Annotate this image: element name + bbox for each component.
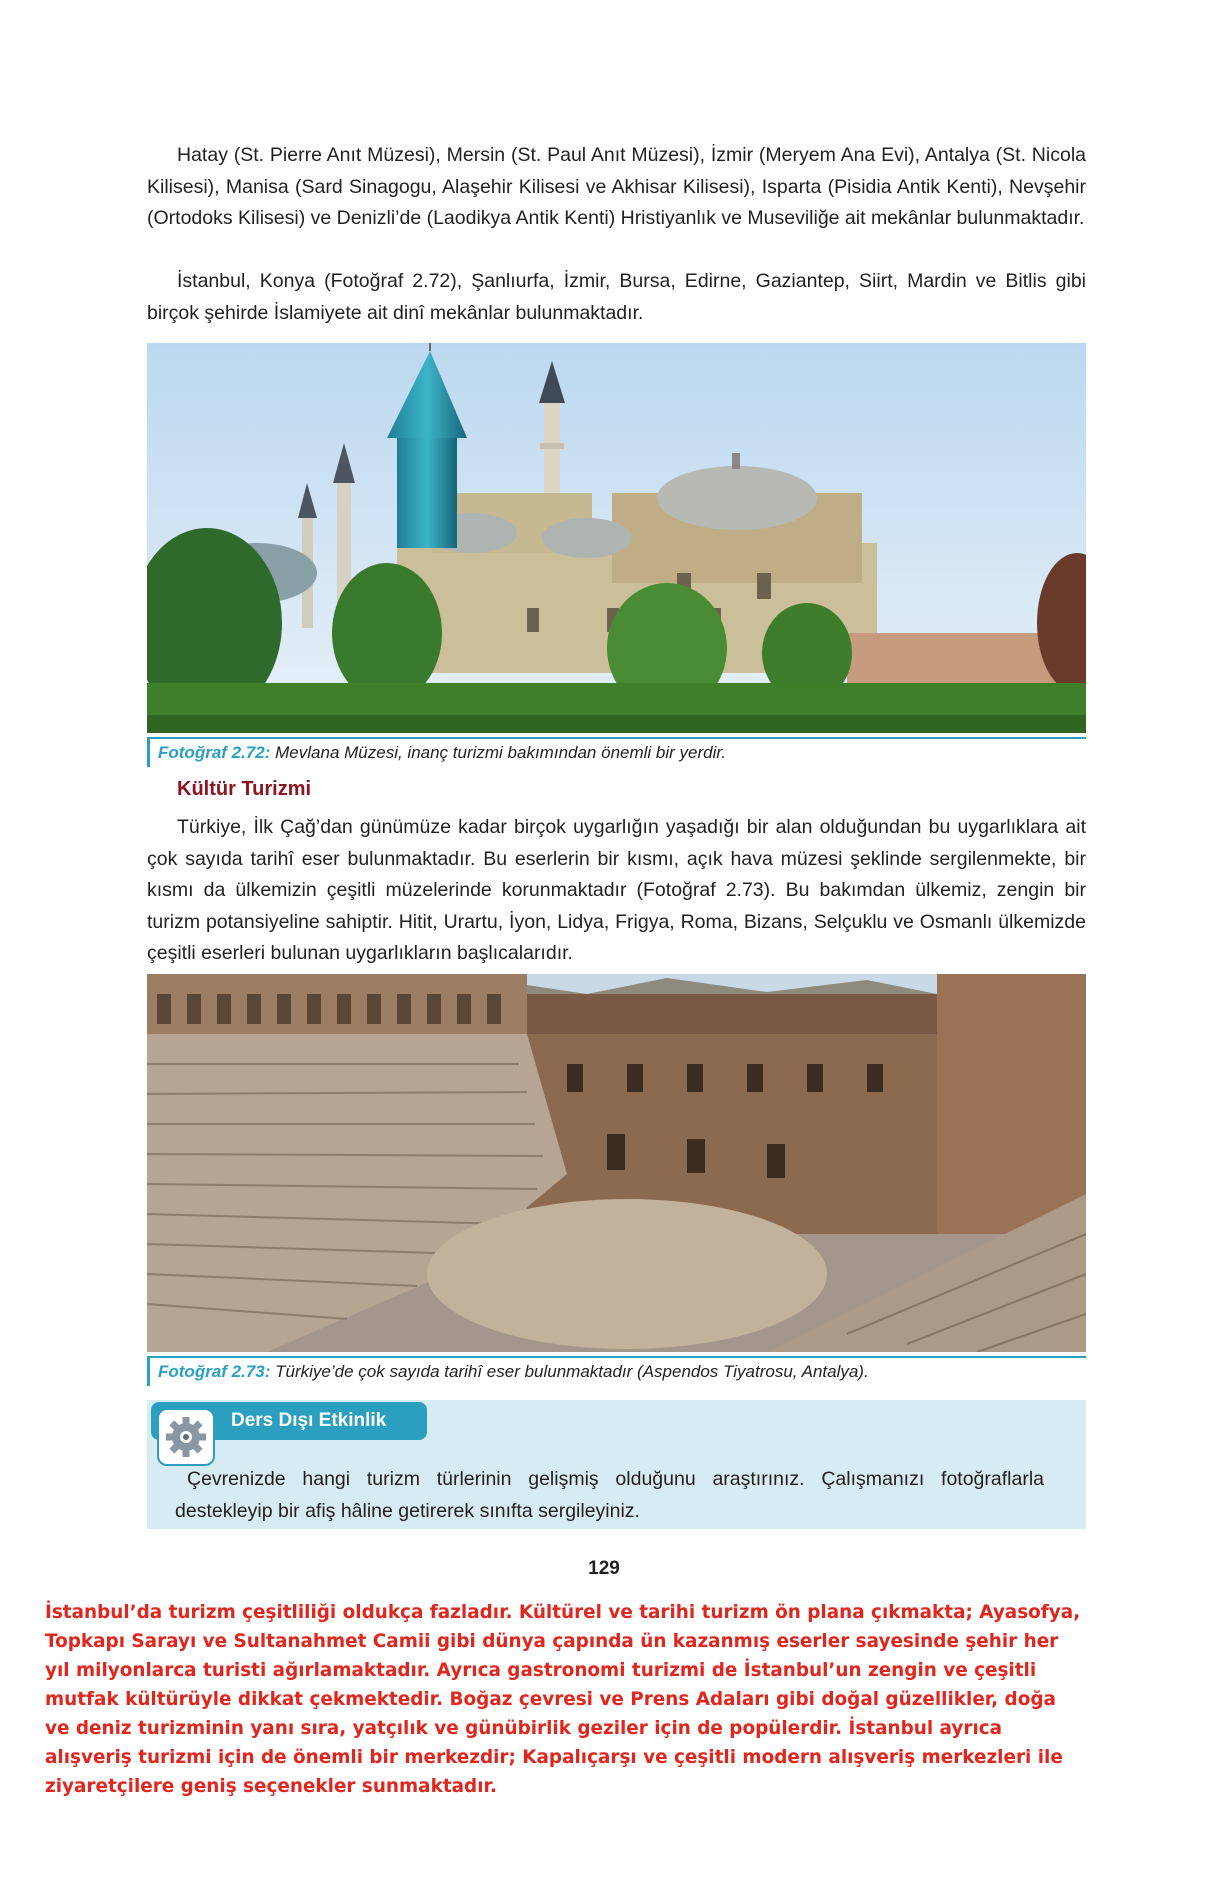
caption-text: Mevlana Müzesi, inanç turizmi bakımından önemli bir yerdir. xyxy=(275,743,727,762)
caption-label: Fotoğraf 2.73: xyxy=(158,1362,271,1381)
caption-photo-2-72 xyxy=(147,737,1086,767)
paragraph-religious-sites: Hatay (St. Pierre Anıt Müzesi), Mersin (St. Paul Anıt Müzesi), İzmir (Meryem Ana Evi), Antalya (St. Nicola Kilisesi), Manisa (Sard Sinagogu, Alaşehir Kilisesi ve Akhisar Kilisesi), Isparta (Pisidia Antik Kenti), Nevşehir (Ortodoks Kilisesi) ve Denizli’de (Laodikya Antik Kenti) Hristiyanlık ve Museviliğe ait mekânlar bulunmaktadır. xyxy=(147,144,1086,229)
gear-icon xyxy=(157,1408,215,1466)
caption-photo-2-73 xyxy=(147,1356,1086,1386)
paragraph-islamic-sites: İstanbul, Konya (Fotoğraf 2.72), Şanlıurfa, İzmir, Bursa, Edirne, Gaziantep, Siirt, Mardin ve Bitlis gibi birçok şehirde İslamiyete ait dinî mekânlar bulunmaktadır. xyxy=(147,270,1086,324)
overlay-note: İstanbul’da turizm çeşitliliği oldukça fazladır. Kültürel ve tarihi turizm ön plana çıkmakta; Ayasofya, Topkapı Sarayı ve Sultanahmet Camii gibi dünya çapında ün kazanmış eserler sayesinde şehir her yıl milyonlarca turisti ağırlamaktadır. Ayrıca gastronomi turizmi de İstanbul’un zengin ve çeşitli mutfak kültürüyle dikkat çekmektedir. Boğaz çevresi ve Prens Adaları gibi doğal güzellikler, doğa ve deniz turizminin yanı sıra, yatçılık ve günübirlik geziler için de popülerdir. İstanbul ayrıca alışveriş turizmi için de önemli bir merkezdir; Kapalıçarşı ve çeşitli modern alışveriş merkezleri ile ziyaretçilere geniş seçenekler sunmaktadır. xyxy=(45,1602,1081,1797)
paragraph-culture-tourism: Türkiye, İlk Çağ’dan günümüze kadar birçok uygarlığın yaşadığı bir alan olduğundan bu uygarlıklara ait çok sayıda tarihî eser bulunmaktadır. Bu eserlerin bir kısmı, açık hava müzesi şeklinde sergilenmekte, bir kısmı da ülkemizin çeşitli müzelerinde korunmaktadır (Fotoğraf 2.73). Bu bakımdan ülkemiz, zengin bir turizm potansiyeline sahiptir. Hitit, Urartu, İyon, Lidya, Frigya, Roma, Bizans, Selçuklu ve Osmanlı ülkemizde çeşitli eserleri bulunan uygarlıkların başlıcalarıdır. xyxy=(147,816,1086,964)
photo-aspendos-theatre xyxy=(147,974,1086,1352)
caption-label: Fotoğraf 2.72: xyxy=(158,743,271,762)
activity-title: Ders Dışı Etkinlik xyxy=(151,1402,427,1440)
activity-text: Çevrenizde hangi turizm türlerinin gelişmiş olduğunu araştırınız. Çalışmanızı fotoğraflarla destekleyip bir afiş hâline getirerek sınıfta sergileyiniz. xyxy=(175,1468,1044,1522)
section-heading-culture-tourism: Kültür Turizmi xyxy=(177,778,312,800)
caption-text: Türkiye’de çok sayıda tarihî eser bulunmaktadır (Aspendos Tiyatrosu, Antalya). xyxy=(275,1362,869,1381)
page-number: 129 xyxy=(588,1558,620,1579)
photo-mevlana-museum xyxy=(147,343,1086,733)
